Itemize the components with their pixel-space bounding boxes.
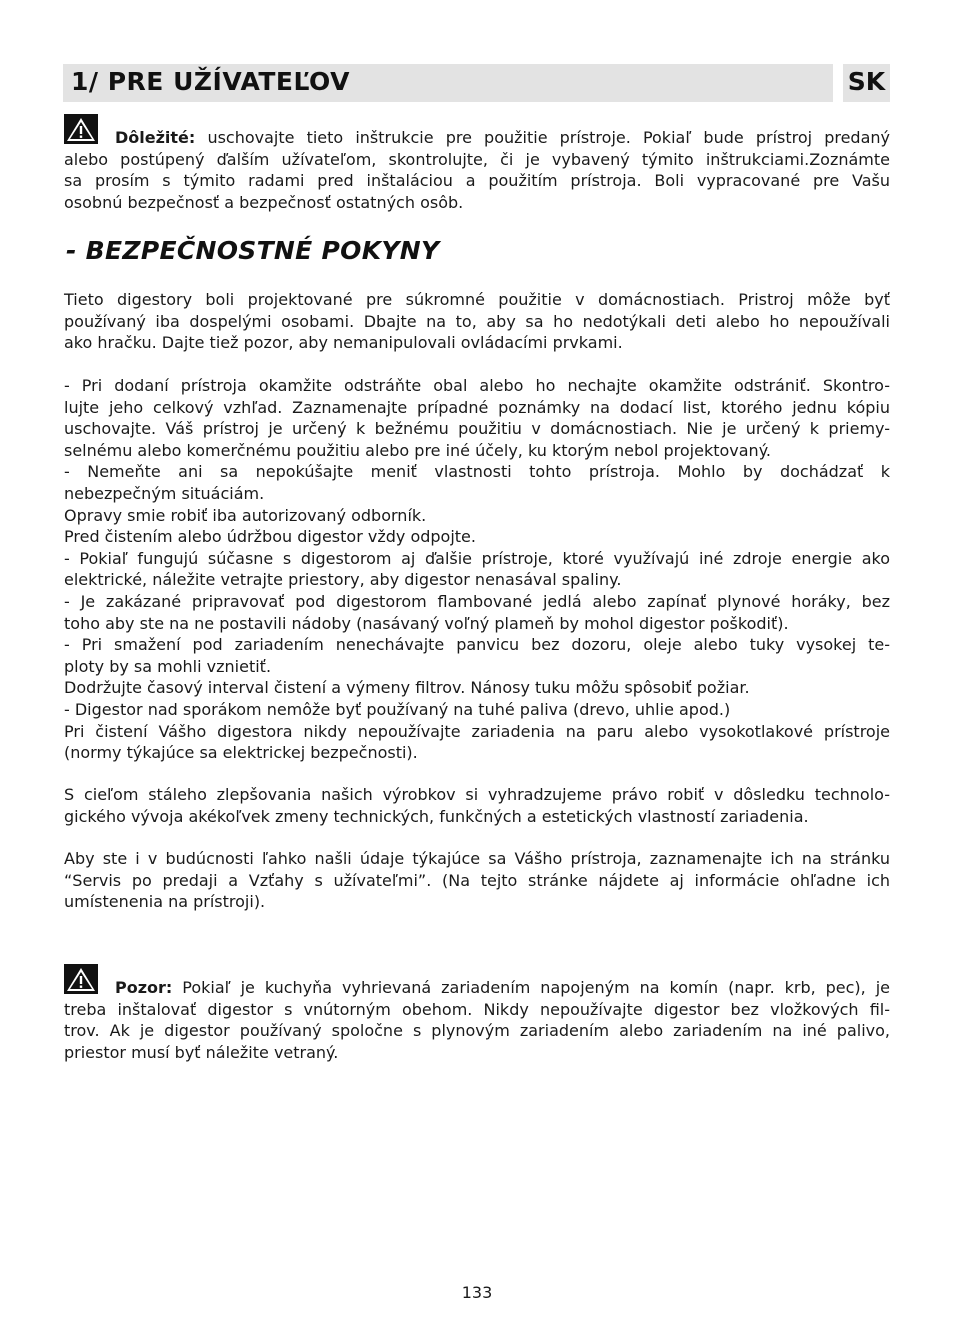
language-badge: [843, 64, 890, 102]
paragraph-line: umístenenia na prístroji).: [64, 892, 266, 912]
paragraph-line: “Servis po predaji a Vzťahy s užívateľmi”. (Na tejto stránke nájdete aj informácie ohľadne ich: [64, 870, 890, 890]
service-paragraph: [64, 848, 890, 913]
paragraph-line: Dodržujte časový interval čistení a výmeny filtrov. Nánosy tuku môžu spôsobiť požiar.: [64, 678, 750, 698]
paragraph-line: uschovajte. Váš prístroj je určený k bežnému použitiu v domácnostiach. Nie je určený k priemy-: [64, 419, 890, 439]
paragraph-line: S cieľom stáleho zlepšovania našich výrobkov si vyhradzujeme právo robiť v dôsledku technolo-: [64, 785, 890, 804]
paragraph-line: - Digestor nad sporákom nemôže byť používaný na tuhé paliva (drevo, uhlie apod.): [64, 699, 731, 719]
paragraph-line: Aby ste i v budúcnosti ľahko našli údaje týkajúce sa Vášho prístroja, zaznamenajte ich na stránku: [64, 849, 890, 868]
caution-line: treba inštalovať digestor s vnútorným obehom. Nikdy nepoužívajte digestor bez vložkových fil-: [64, 999, 890, 1019]
paragraph-line: ako hračku. Dajte tiež pozor, aby nemanipulovali ovládacími prvkami.: [64, 333, 623, 353]
paragraph-line: (normy týkajúce sa elektrickej bezpečnosti).: [64, 743, 418, 763]
instructions-paragraph: [64, 375, 890, 764]
paragraph-line: - Pri smažení pod zariadením nenechávajte panvicu bez dozoru, oleje alebo tuky vysokej te-: [64, 635, 890, 655]
paragraph-line: gického vývoja akékoľvek zmeny technických, funkčných a estetických vlastností zariadenia.: [64, 806, 809, 826]
important-line: uschovajte tieto inštrukcie pre použitie prístroje. Pokiaľ bude prístroj predaný: [207, 128, 891, 147]
paragraph-line: Tieto digestory boli projektované pre súkromné použitie v domácnostiach. Pristroj môže byť: [64, 290, 890, 309]
paragraph-line: ploty by sa mohli vznietiť.: [64, 656, 272, 676]
improvement-paragraph: [64, 784, 890, 827]
caution-line: priestor musí byť náležite vetraný.: [64, 1042, 339, 1062]
paragraph-line: toho aby ste na ne postavili nádoby (nasávaný voľný plameň by mohol digestor poškodiť).: [64, 613, 789, 633]
paragraph-line: nebezpečným situáciám.: [64, 483, 265, 503]
paragraph-line: selnému alebo komerčnému použitiu alebo pre iné účely, ku ktorým nebol projektovaný.: [64, 440, 771, 460]
caution-notice: [64, 977, 890, 1063]
language-code: SK: [847, 67, 886, 96]
paragraph-line: lujte jeho celkový vzhľad. Zaznamenajte prípadné poznámky na dodací list, ktorého jednu kópiu: [64, 397, 890, 417]
paragraph-line: Opravy smie robiť iba autorizovaný odborník.: [64, 505, 427, 525]
caution-label: Pozor:: [115, 978, 173, 997]
important-line: alebo postúpený ďalším užívateľom, skontrolujte, či je vybavený týmito inštrukciami.Zoznámte: [64, 149, 890, 169]
section-title: - BEZPEČNOSTNÉ POKYNY: [66, 236, 440, 265]
paragraph-line: Pri čistení Vášho digestora nikdy nepoužívajte zariadenia na paru alebo vysokotlakové prístroje: [64, 721, 890, 741]
important-line: sa prosím s týmito radami pred inštaláciou a použitím prístroja. Boli vypracované pre Vašu: [64, 171, 890, 191]
paragraph-line: Pred čistením alebo údržbou digestor vždy odpojte.: [64, 527, 476, 547]
intro-paragraph: [64, 289, 890, 354]
caution-line: Pokiaľ je kuchyňa vyhrievaná zariadením napojeným na komín (napr. krb, pec), je: [182, 978, 890, 997]
page-title: 1/ PRE UŽÍVATEĽOV: [71, 67, 350, 96]
paragraph-line: - Pokiaľ fungujú súčasne s digestorom aj ďalšie prístroje, ktoré využívajú iné zdroje energie ako: [64, 548, 890, 568]
important-notice: [64, 127, 890, 213]
paragraph-line: - Je zakázané pripravovať pod digestorom flambované jedlá alebo zapínať plynové horáky, bez: [64, 591, 890, 611]
section-header-bar: [63, 64, 833, 102]
important-line: osobnú bezpečnosť a bezpečnosť ostatných osôb.: [64, 192, 464, 212]
important-label: Dôležité:: [115, 128, 196, 147]
paragraph-line: používaný iba dospelými osobami. Dbajte na to, aby sa ho nedotýkali deti alebo ho nepoužívali: [64, 311, 890, 331]
page-number: 133: [461, 1283, 493, 1302]
paragraph-line: - Nemeňte ani sa nepokúšajte meniť vlastnosti tohto prístroja. Mohlo by dochádzať k: [64, 462, 890, 482]
caution-line: trov. Ak je digestor používaný spoločne s plynovým zariadením alebo zariadením na iné palivo,: [64, 1021, 890, 1041]
paragraph-line: - Pri dodaní prístroja okamžite odstráňte obal alebo ho nechajte okamžite odstrániť. Skontro-: [64, 376, 890, 395]
paragraph-line: elektrické, náležite vetrajte priestory, aby digestor nenasával spaliny.: [64, 570, 622, 590]
